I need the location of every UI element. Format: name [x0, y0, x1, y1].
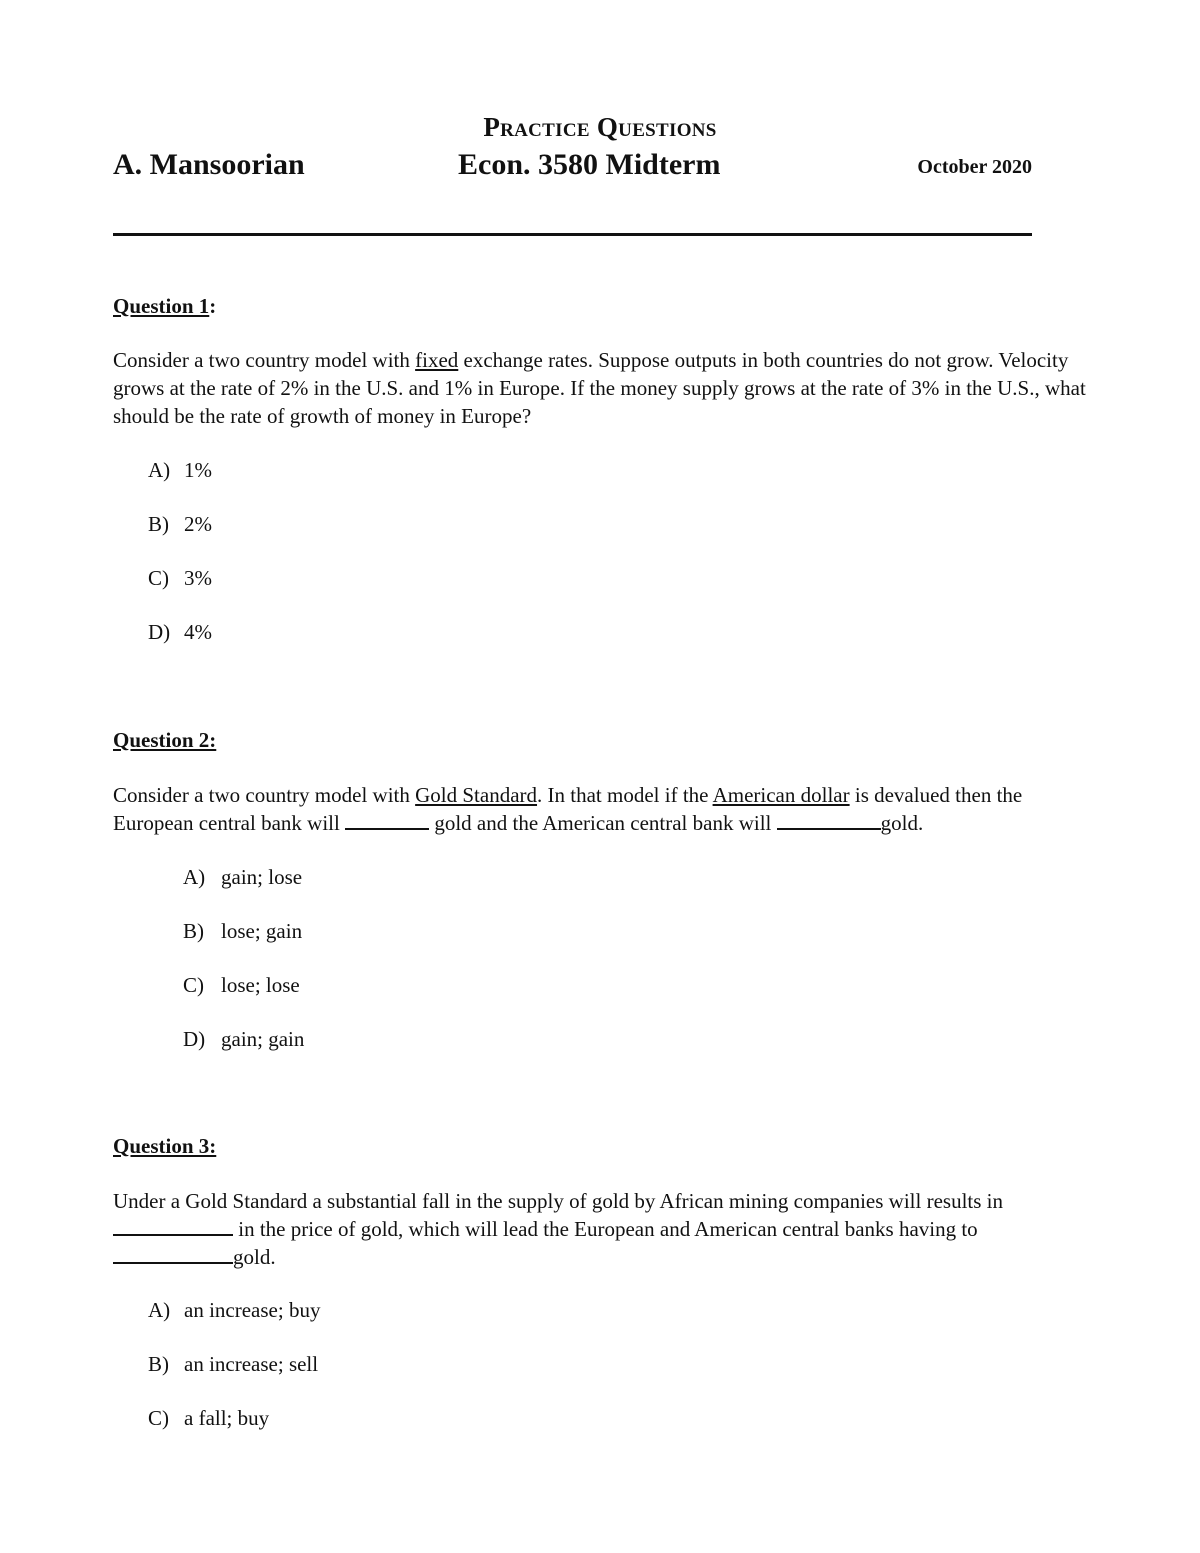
question-3-text	[113, 1187, 1093, 1271]
document-date: October 2020	[917, 156, 1032, 178]
document-title: Practice Questions	[483, 112, 717, 142]
question-3-option-b[interactable]	[148, 1351, 318, 1377]
question-3-option-a[interactable]	[148, 1297, 320, 1323]
question-2-underlined-term: Gold Standard	[415, 783, 538, 807]
option-label: B)	[148, 512, 169, 536]
question-2-text-part: is devalued then the European central bank will	[113, 783, 1023, 835]
question-2-option-a[interactable]	[183, 864, 302, 890]
option-text: 2%	[184, 512, 212, 536]
option-text: an increase; buy	[184, 1298, 321, 1322]
question-1-heading-label: Question 1	[113, 294, 210, 318]
option-text: a fall; buy	[184, 1406, 270, 1430]
question-2-text-part: . In that model if the	[537, 783, 713, 807]
question-1-text-part: exchange rates. Suppose outputs in both countries do not grow. Velocity grows at the rate of 2% in the U.S. and 1% in Europe. If the money supply grows at the rate of 3% in the U.S., what should be the rate of growth of money in Europe?	[113, 348, 1086, 428]
question-2-heading-label: Question 2:	[113, 728, 217, 752]
question-2-heading	[113, 728, 216, 753]
option-label: D)	[148, 620, 171, 644]
option-text: lose; lose	[221, 973, 300, 997]
option-label: D)	[183, 1027, 206, 1051]
question-3-text-part: gold.	[233, 1245, 276, 1269]
option-label: A)	[148, 1298, 171, 1322]
option-text: gain; gain	[221, 1027, 305, 1051]
question-3-option-c[interactable]	[148, 1405, 269, 1431]
question-3-heading	[113, 1134, 216, 1159]
question-2-text-part: gold.	[880, 811, 924, 835]
header-divider	[113, 233, 1032, 236]
question-2-text	[113, 781, 1093, 837]
question-1-heading	[113, 294, 216, 319]
answer-blank	[777, 810, 881, 830]
question-1-option-a[interactable]	[148, 457, 212, 483]
option-label: B)	[183, 919, 204, 943]
option-text: lose; gain	[221, 919, 303, 943]
option-label: A)	[148, 458, 171, 482]
option-text: 4%	[184, 620, 212, 644]
answer-blank	[113, 1216, 233, 1236]
question-3-text-part: in the price of gold, which will lead the European and American central banks having to	[233, 1217, 978, 1241]
question-1-text	[113, 346, 1093, 430]
question-1-heading-colon: :	[209, 294, 217, 318]
option-label: C)	[148, 566, 169, 590]
option-text: 3%	[184, 566, 212, 590]
option-text: an increase; sell	[184, 1352, 319, 1376]
question-1-underlined-term: fixed	[415, 348, 459, 372]
option-label: B)	[148, 1352, 169, 1376]
question-1-option-d[interactable]	[148, 619, 212, 645]
answer-blank	[345, 810, 429, 830]
course-title: Econ. 3580 Midterm	[458, 148, 721, 181]
answer-blank	[113, 1244, 233, 1264]
option-label: C)	[148, 1406, 169, 1430]
question-1-option-b[interactable]	[148, 511, 212, 537]
question-3-heading-label: Question 3:	[113, 1134, 217, 1158]
author-name: A. Mansoorian	[113, 148, 305, 181]
question-2-text-part: Consider a two country model with	[113, 783, 416, 807]
question-1-option-c[interactable]	[148, 565, 212, 591]
question-2-option-d[interactable]	[183, 1026, 304, 1052]
question-1-text-part: Consider a two country model with	[113, 348, 416, 372]
option-text: gain; lose	[221, 865, 303, 889]
question-3-text-part: Under a Gold Standard a substantial fall in the supply of gold by African mining companies will results in	[113, 1189, 1004, 1213]
option-label: A)	[183, 865, 206, 889]
question-2-underlined-term: American dollar	[712, 783, 850, 807]
question-2-option-c[interactable]	[183, 972, 300, 998]
option-text: 1%	[184, 458, 212, 482]
question-2-text-part: gold and the American central bank will	[429, 811, 777, 835]
option-label: C)	[183, 973, 204, 997]
question-2-option-b[interactable]	[183, 918, 302, 944]
